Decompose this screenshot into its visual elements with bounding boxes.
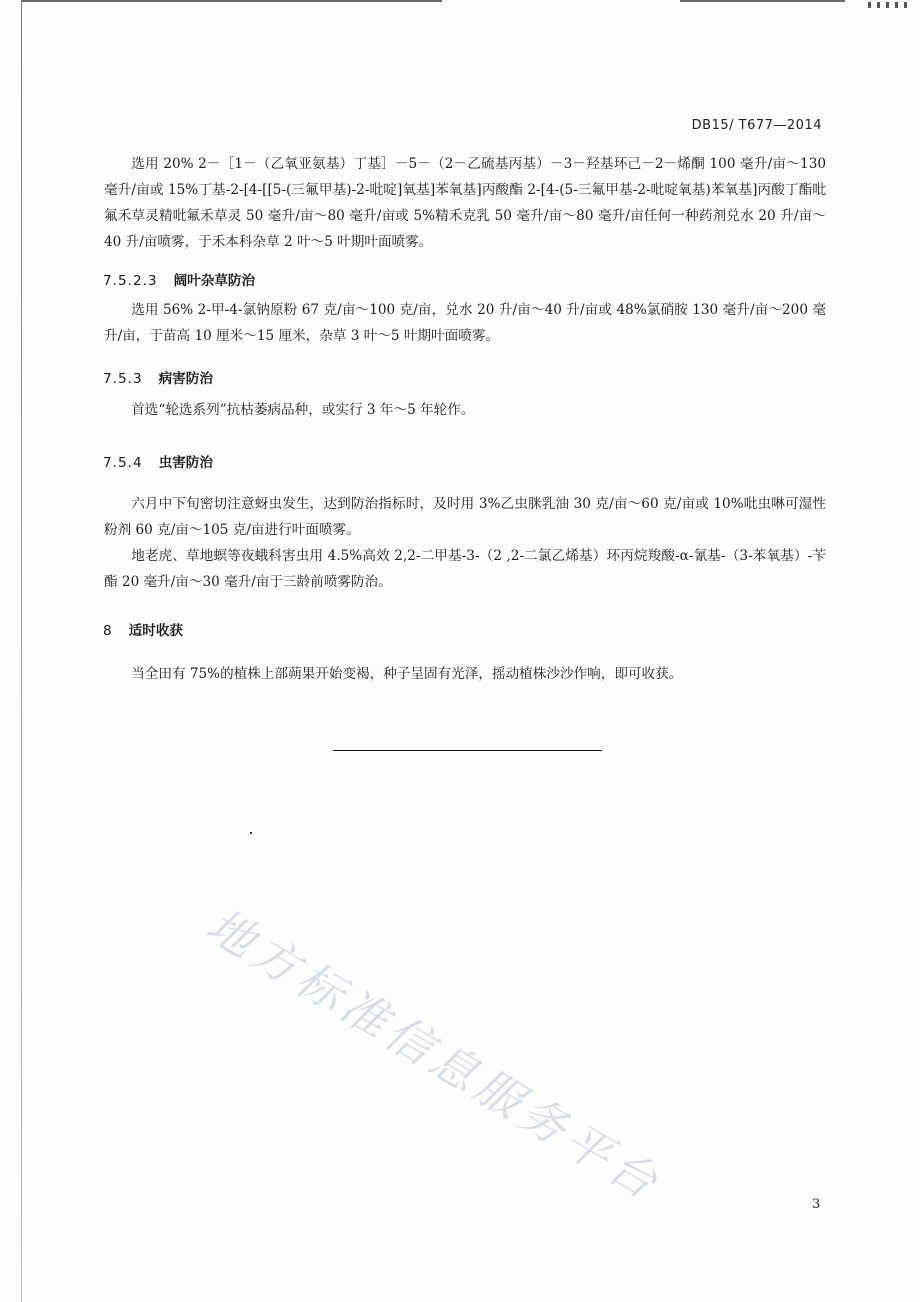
section-title: 适时收获	[128, 623, 184, 639]
section-title: 虫害防治	[158, 455, 213, 471]
standard-code: DB15/ T677—2014	[691, 118, 822, 133]
section-number: 7.5.2.3	[103, 273, 158, 289]
section-title: 阔叶杂草防治	[173, 273, 256, 289]
end-rule	[333, 750, 602, 751]
scan-edge-left	[21, 0, 22, 1302]
paragraph-broadleaf-weed: 选用 56% 2-甲-4-氯钠原粉 67 克/亩～100 克/亩，兑水 20 升/亩～40 升/亩或 48%氯硝胺 130 毫升/亩～200 毫升/亩，于苗高 10 厘米～15 厘米，杂草 3 叶～5 叶期叶面喷雾。	[104, 302, 826, 344]
paragraph-pest-cutworm: 地老虎、草地螟等夜蛾科害虫用 4.5%高效 2,2-二甲基-3-（2 ,2-二氯乙烯基）环丙烷羧酸-α-氰基-（3-苯氧基）-苄酯 20 毫升/亩～30 毫升/亩于三龄前喷雾防治。	[104, 548, 826, 590]
section-number: 7.5.3	[103, 371, 143, 387]
section-heading-disease	[103, 367, 213, 387]
scan-edge-top-right	[680, 0, 845, 2]
section-heading-broadleaf	[103, 269, 255, 289]
paragraph-disease: 首选“轮选系列”抗枯萎病品种，或实行 3 年～5 年轮作。	[131, 402, 475, 418]
section-number: 7.5.4	[103, 455, 143, 471]
scan-edge-top	[22, 0, 442, 2]
watermark: 地方标准信息服务平台	[197, 897, 672, 1212]
section-heading-harvest	[103, 619, 183, 639]
scan-speck	[250, 832, 252, 834]
page-number: 3	[812, 1197, 821, 1212]
paragraph-harvest: 当全田有 75%的植株上部蒴果开始变褐，种子呈固有光泽，摇动植株沙沙作响，即可收获。	[131, 666, 683, 682]
paragraph-pest-aphid: 六月中下旬密切注意蚜虫发生，达到防治指标时，及时用 3%乙虫脒乳油 30 克/亩～60 克/亩或 10%吡虫啉可湿性粉剂 60 克/亩～105 克/亩进行叶面喷雾。	[104, 496, 826, 538]
section-heading-pest	[103, 451, 213, 471]
section-title: 病害防治	[158, 371, 213, 387]
paragraph-grass-weed: 选用 20% 2－［1－（乙氧亚氨基）丁基］－5－（2－乙硫基丙基）－3－羟基环己－2－烯酮 100 毫升/亩～130 毫升/亩或 15%丁基-2-[4-[[5-(三氟甲基)-2-吡啶]氧基]苯氧基]丙酸酯 2-[4-(5-三氟甲基-2-吡啶氧基)苯氧基]丙酸丁酯吡氟禾草灵精吡氟禾草灵 50 毫升/亩～80 毫升/亩或 5%精禾克乳 50 毫升/亩～80 毫升/亩任何一种药剂兑水 20 升/亩～40 升/亩喷雾，于禾本科杂草 2 叶～5 叶期叶面喷雾。	[104, 156, 826, 250]
scan-dots	[868, 2, 908, 8]
section-number: 8	[103, 623, 113, 639]
